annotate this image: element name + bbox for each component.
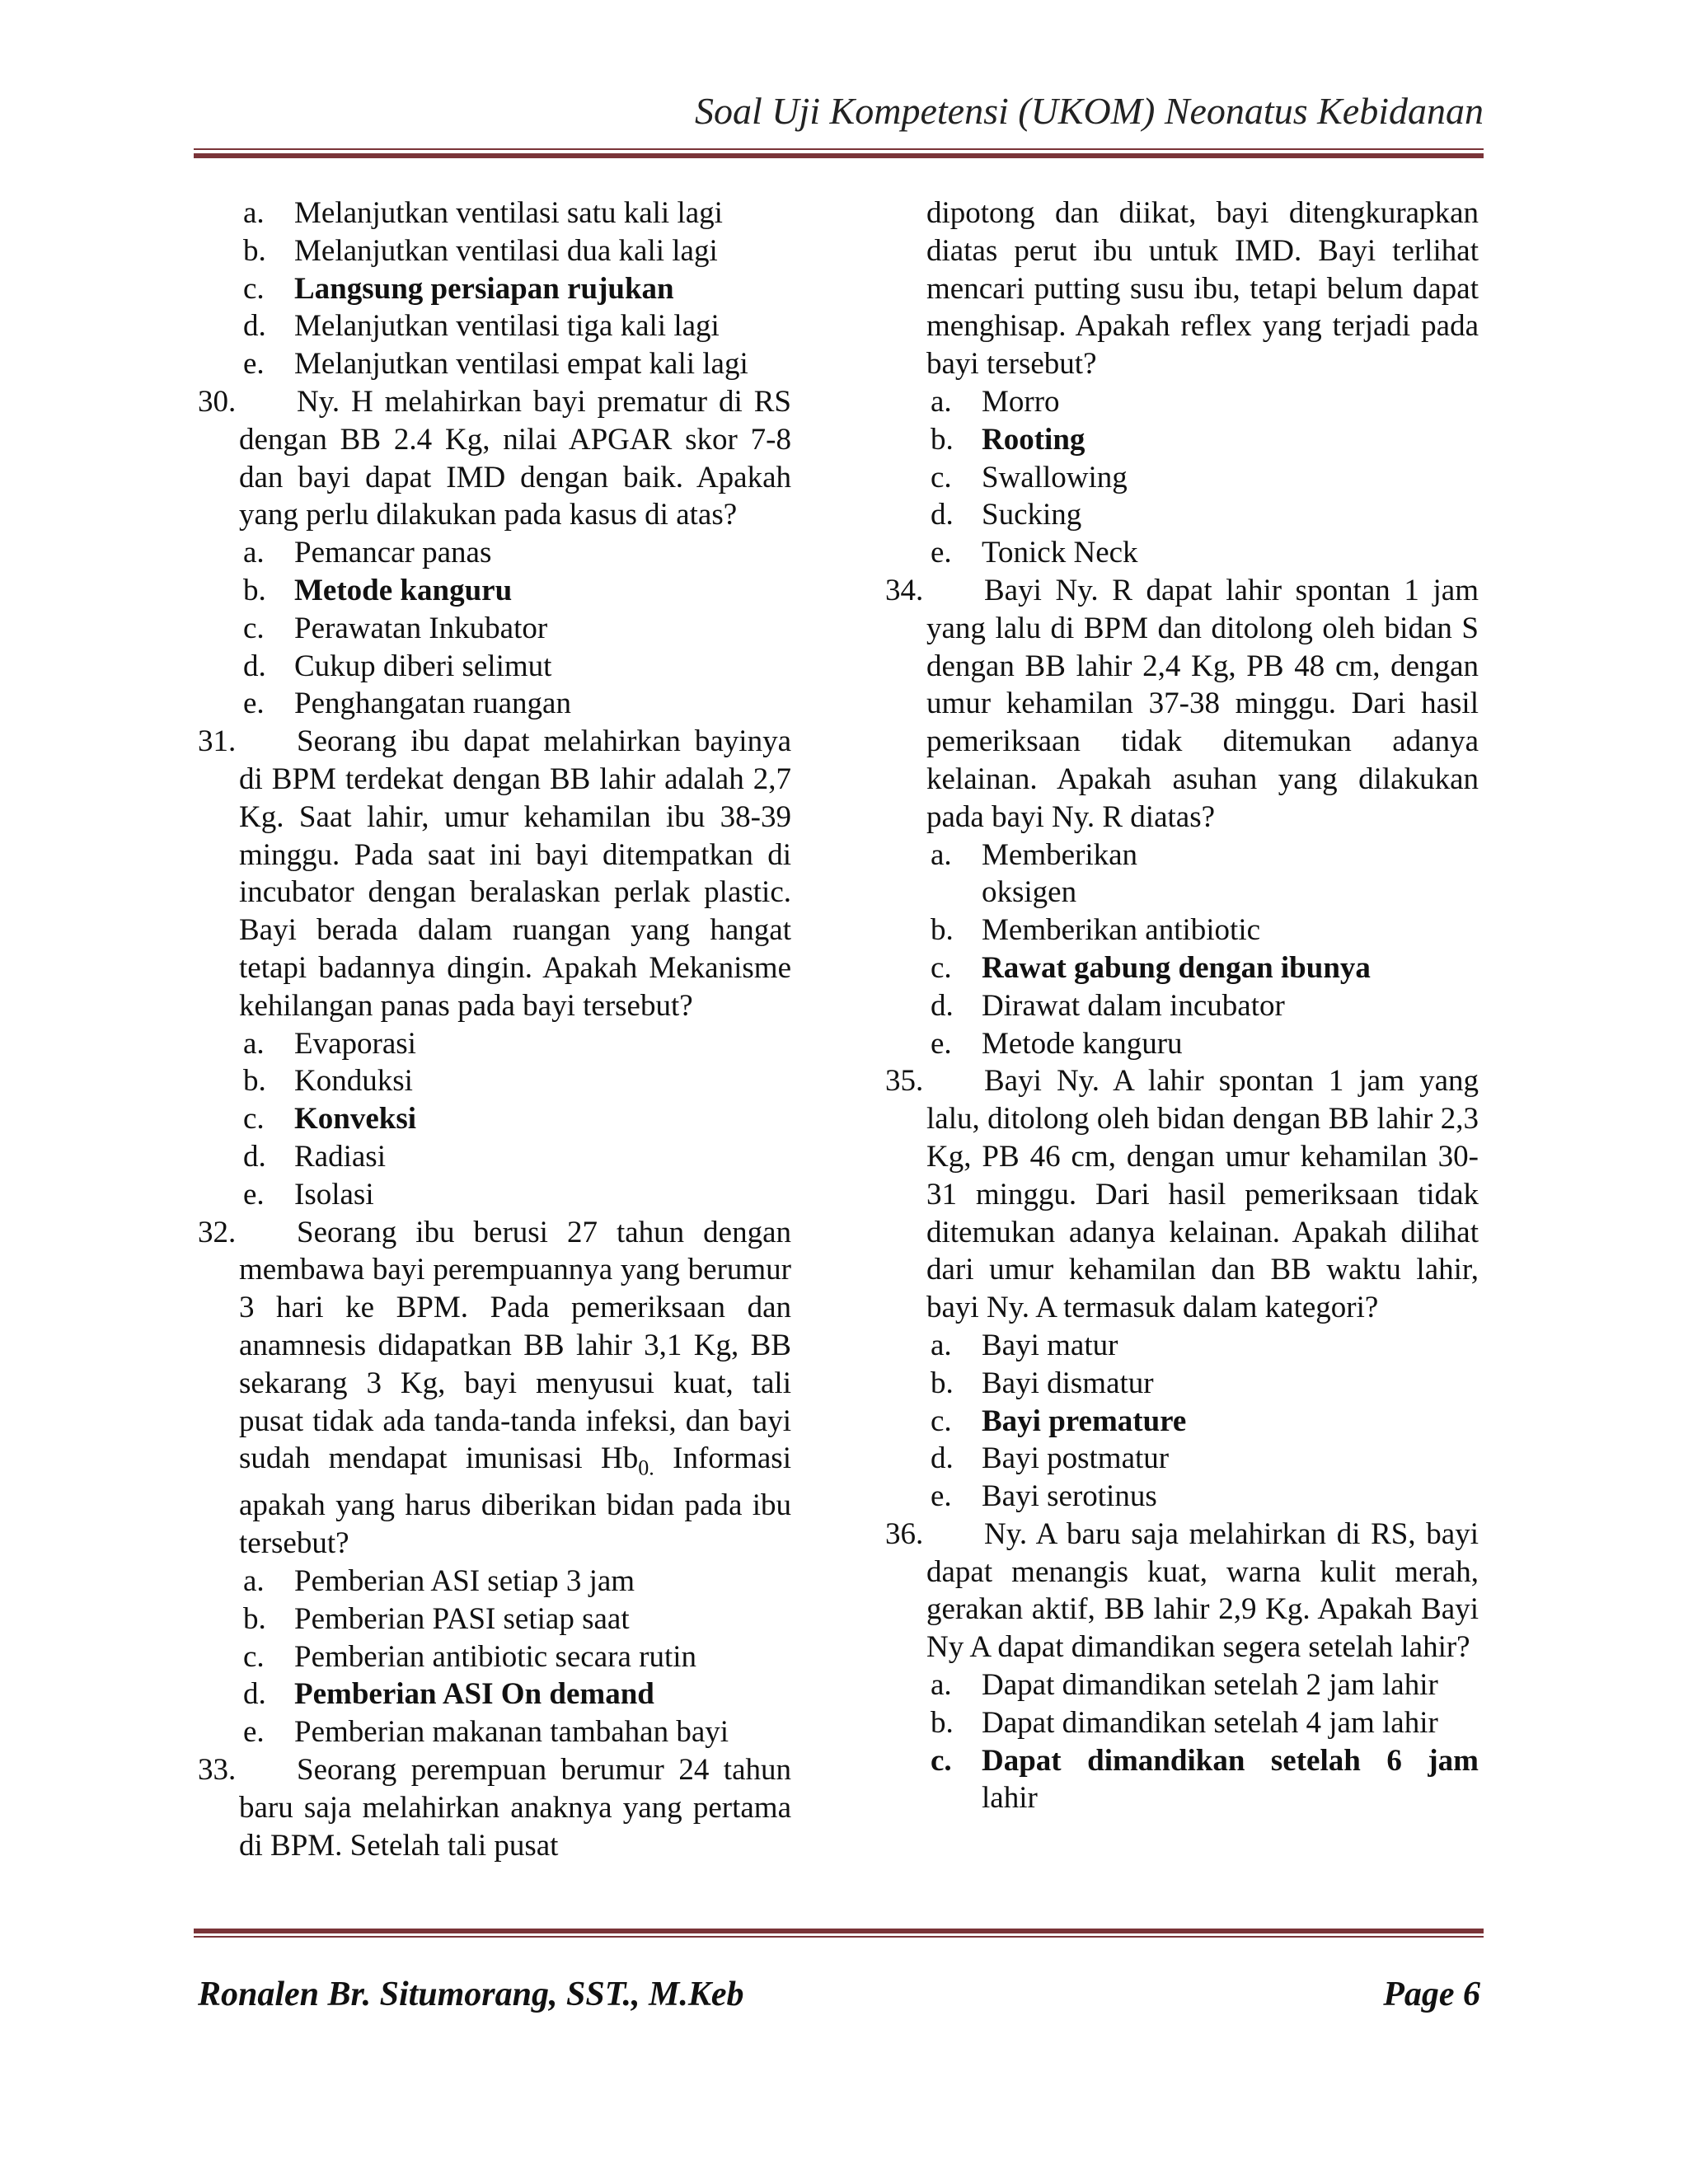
- option: a. Evaporasi: [243, 1026, 416, 1061]
- option: d. Melanjutkan ventilasi tiga kali lagi: [243, 309, 720, 344]
- option: e. Metode kanguru: [931, 1026, 1183, 1061]
- question-35: [885, 1062, 1479, 1327]
- option: a. Dapat dimandikan setelah 2 jam lahir: [931, 1668, 1438, 1703]
- question-text: Ny. H melahirkan bayi prematur di RS dengan BB 2.4 Kg, nilai APGAR skor 7-8 dan bayi dapat IMD dengan baik. Apakah yang perlu dilakukan pada kasus di atas?: [239, 384, 791, 532]
- option: e. Penghangatan ruangan: [243, 687, 571, 721]
- question-number: 31.: [198, 724, 237, 759]
- question-34: [885, 572, 1479, 837]
- question-number: 33.: [198, 1753, 237, 1788]
- option: a. Memberikan oksigen: [931, 837, 1138, 910]
- option: c. Perawatan Inkubator: [243, 611, 548, 645]
- question-text: Bayi Ny. A lahir spontan 1 jam yang lalu, ditolong oleh bidan dengan BB lahir 2,3 Kg, PB 46 cm, dengan umur kehamilan 30-31 minggu. Dari hasil pemeriksaan tidak ditemukan adanya kelainan. Apakah dilihat dari umur kehamilan dan BB waktu lahir, bayi Ny. A termasuk dalam kategori?: [926, 1064, 1479, 1325]
- option: c. Pemberian antibiotic secara rutin: [243, 1639, 697, 1674]
- option-correct: c. Rawat gabung dengan ibunya: [931, 950, 1371, 985]
- question-number: 30.: [198, 384, 237, 419]
- option: b. Konduksi: [243, 1064, 413, 1099]
- left-column: [198, 194, 791, 1864]
- question-30: [198, 383, 791, 534]
- question-text: Ny. A baru saja melahirkan di RS, bayi dapat menangis kuat, warna kulit merah, gerakan aktif, BB lahir 2,9 Kg. Apakah Bayi Ny A dapat dimandikan segera setelah lahir?: [926, 1516, 1479, 1665]
- option: e. Tonick Neck: [931, 536, 1138, 570]
- option: d. Cukup diberi selimut: [243, 649, 552, 683]
- option: a. Melanjutkan ventilasi satu kali lagi: [243, 196, 723, 230]
- question-36: [885, 1516, 1479, 1666]
- question-text: Seorang perempuan berumur 24 tahun baru saja melahirkan anaknya yang pertama di BPM. Setelah tali pusat: [239, 1753, 791, 1863]
- option: b. Melanjutkan ventilasi dua kali lagi: [243, 233, 718, 268]
- q29-options: [198, 194, 791, 383]
- option: a. Pemancar panas: [243, 536, 492, 570]
- option-correct: b. Metode kanguru: [243, 573, 513, 607]
- option: a. Pemberian ASI setiap 3 jam: [243, 1564, 635, 1599]
- option-correct: d. Pemberian ASI On demand: [243, 1677, 654, 1712]
- question-number: 32.: [198, 1215, 237, 1249]
- question-text: Bayi Ny. R dapat lahir spontan 1 jam yang lalu di BPM dan ditolong oleh bidan S dengan BB lahir 2,4 Kg, PB 48 cm, dengan umur kehamilan 37-38 minggu. Dari hasil pemeriksaan tidak ditemukan adanya kelainan. Apakah asuhan yang dilakukan pada bayi Ny. R diatas?: [926, 573, 1479, 834]
- question-number: 35.: [885, 1064, 924, 1099]
- question-text: Seorang ibu dapat melahirkan bayinya di BPM terdekat dengan BB lahir adalah 2,7 Kg. Saat lahir, umur kehamilan ibu 38-39 minggu. Pada saat ini bayi ditempatkan di incubator dengan beralaskan perlak plastic. Bayi berada dalam ruangan yang hangat tetapi badannya dingin. Apakah Mekanisme kehilangan panas pada bayi tersebut?: [239, 724, 791, 1023]
- footer-rule-thick: [194, 1929, 1484, 1933]
- right-column: [885, 194, 1479, 1817]
- footer-rule-thin: [194, 1936, 1484, 1938]
- option: e. Bayi serotinus: [931, 1479, 1157, 1514]
- option: e. Melanjutkan ventilasi empat kali lagi: [243, 347, 748, 382]
- option-correct: c. Dapat dimandikan setelah 6 jam lahir: [931, 1743, 1479, 1816]
- option: a. Bayi matur: [931, 1328, 1118, 1362]
- option-correct: b. Rooting: [931, 422, 1085, 457]
- subscript: 0.: [638, 1455, 654, 1480]
- option: e. Isolasi: [243, 1177, 374, 1212]
- question-number: 36.: [885, 1516, 924, 1551]
- footer-author: Ronalen Br. Situmorang, SST., M.Keb: [198, 1975, 744, 2013]
- header-rule-thin: [194, 148, 1484, 150]
- option: c. Swallowing: [931, 460, 1128, 494]
- question-33-continued: dipotong dan diikat, bayi ditengkurapkan diatas perut ibu untuk IMD. Bayi terlihat mencari putting susu ibu, tetapi belum dapat menghisap. Apakah reflex yang terjadi pada bayi tersebut?: [926, 196, 1479, 382]
- option: d. Sucking: [931, 498, 1082, 532]
- option: e. Pemberian makanan tambahan bayi: [243, 1715, 729, 1750]
- option: b. Dapat dimandikan setelah 4 jam lahir: [931, 1705, 1438, 1740]
- question-text: Seorang ibu berusi 27 tahun dengan membawa bayi perempuannya yang berumur 3 hari ke BPM. Pada pemeriksaan dan anamnesis didapatkan BB lahir 3,1 Kg, BB sekarang 3 Kg, bayi menyusui kuat, tali pusat tidak ada tanda-tanda infeksi, dan bayi sudah mendapat imunisasi $Hb_{0.}$ Informasi apakah yang harus diberikan bidan pada ibu tersebut?: [239, 1215, 791, 1561]
- option: d. Bayi postmatur: [931, 1441, 1170, 1476]
- question-number: 34.: [885, 573, 924, 607]
- option-correct: c. Konveksi: [243, 1102, 417, 1137]
- question-33: [198, 1751, 791, 1864]
- option: d. Dirawat dalam incubator: [931, 988, 1285, 1023]
- option-correct: c. Langsung persiapan rujukan: [243, 271, 674, 306]
- option: a. Morro: [931, 384, 1060, 419]
- option: b. Memberikan antibiotic: [931, 913, 1261, 948]
- question-32: [198, 1214, 791, 1563]
- question-31: [198, 723, 791, 1024]
- header-title: Soal Uji Kompetensi (UKOM) Neonatus Kebidanan: [695, 90, 1484, 132]
- option: b. Pemberian PASI setiap saat: [243, 1601, 630, 1636]
- option: b. Bayi dismatur: [931, 1366, 1154, 1400]
- header-rule-thick: [194, 153, 1484, 158]
- option: d. Radiasi: [243, 1139, 386, 1174]
- option-correct: c. Bayi premature: [931, 1404, 1187, 1438]
- page-number: Page 6: [1383, 1975, 1480, 2013]
